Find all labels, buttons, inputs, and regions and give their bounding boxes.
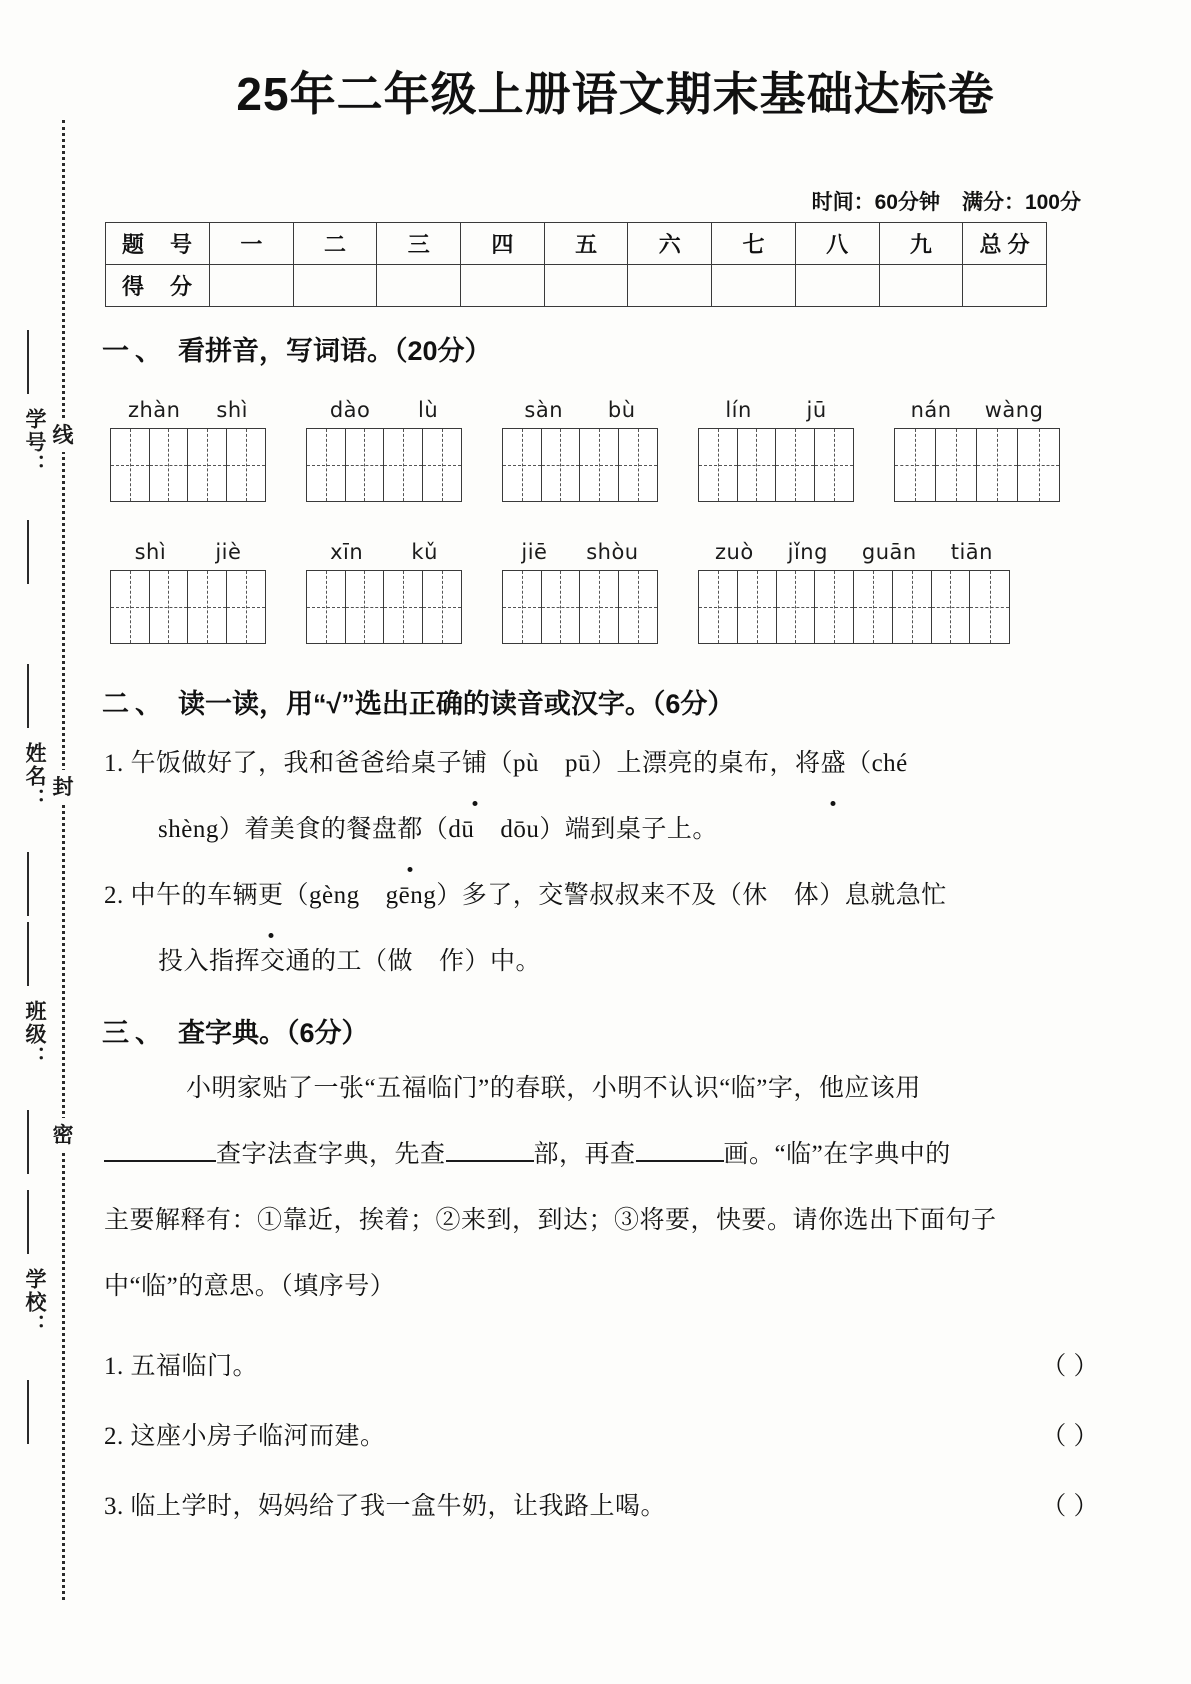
divider-line [27, 1190, 29, 1254]
question-2-1-line-2 [104, 797, 1109, 863]
field-student-number: 学号： [23, 408, 47, 477]
score-cell-6[interactable] [628, 265, 712, 307]
pinyin-group-zhanshi [110, 394, 266, 502]
pinyin-label [306, 536, 462, 564]
pinyin-syllable: zuò [714, 540, 754, 564]
writing-grid[interactable] [698, 428, 854, 502]
score-cell-5[interactable] [544, 265, 628, 307]
score-cell-4[interactable] [461, 265, 545, 307]
section-points-2: （6分） [651, 689, 735, 719]
score-col-9: 九 [879, 223, 963, 265]
seal-strip [0, 0, 98, 1684]
blank-dictionary-method[interactable] [104, 1160, 216, 1162]
score-cell-3[interactable] [377, 265, 461, 307]
section-number-1: 一、 [102, 336, 168, 366]
score-cell-1[interactable] [210, 265, 294, 307]
dictionary-item-2 [104, 1402, 1099, 1472]
paper-content [98, 0, 1143, 1684]
blank-strokes[interactable] [636, 1160, 724, 1162]
pinyin-group-xinku [306, 536, 462, 644]
pinyin-label [894, 394, 1060, 422]
pinyin-label [502, 536, 658, 564]
answer-bracket[interactable]: （ ） [1041, 1423, 1099, 1450]
question-text: （dū [422, 816, 475, 843]
divider-line [27, 330, 29, 394]
item-text: 五福临门。 [130, 1353, 259, 1380]
question-2-1-line-1 [104, 731, 1109, 797]
dotted-char: 盛 [821, 731, 847, 797]
section-title-1: 看拼音，写词语。 [178, 336, 394, 366]
table-row-header [106, 223, 1047, 265]
pinyin-group-nanwang [894, 394, 1060, 502]
score-cell-total[interactable] [963, 265, 1047, 307]
score-table-row-label: 题 号 [106, 223, 210, 265]
item-number: 2. [104, 1423, 124, 1450]
divider-line [27, 852, 29, 916]
pinyin-group-linju [698, 394, 854, 502]
question-text: shèng）着美食的餐盘 [158, 816, 398, 843]
question-text: pū）上漂亮的桌布，将 [565, 750, 821, 777]
divider-line [27, 922, 29, 986]
paragraph-text: 小明家贴了一张“五福临门”的春联，小明不认识“临”字，他应该用 [186, 1075, 921, 1102]
pinyin-label [698, 536, 1010, 564]
section-heading-2 [102, 682, 1143, 721]
section-title-3: 查字典。 [178, 1018, 286, 1048]
answer-bracket[interactable]: （ ） [1041, 1493, 1099, 1520]
question-2-2-line-1 [104, 863, 1109, 929]
score-col-7: 七 [712, 223, 796, 265]
pinyin-label [110, 394, 266, 422]
score-cell-2[interactable] [293, 265, 377, 307]
score-cell-8[interactable] [795, 265, 879, 307]
pinyin-group-jieshou [502, 536, 658, 644]
pinyin-syllable: shì [216, 398, 249, 422]
writing-grid[interactable] [306, 570, 462, 644]
question-2-2-line-2 [104, 929, 1109, 995]
question-text: （ché [846, 750, 908, 777]
section-heading-3 [102, 1011, 1143, 1050]
pinyin-syllable: zhàn [127, 398, 181, 422]
question-number: 2. [104, 882, 124, 909]
question-text: 体）息就急忙 [793, 882, 947, 909]
pinyin-syllable: lù [418, 398, 439, 422]
score-cell-9[interactable] [879, 265, 963, 307]
answer-bracket[interactable]: （ ） [1041, 1353, 1099, 1380]
pinyin-group-zuojingguantian [698, 536, 1010, 644]
score-col-total: 总 分 [963, 223, 1047, 265]
score-col-4: 四 [461, 223, 545, 265]
item-text: 临上学时，妈妈给了我一盒牛奶，让我路上喝。 [130, 1493, 667, 1520]
pinyin-group-sanbu [502, 394, 658, 502]
pinyin-row-1 [104, 394, 1143, 514]
score-col-2: 二 [293, 223, 377, 265]
writing-grid[interactable] [110, 428, 266, 502]
field-school: 学校： [23, 1268, 47, 1337]
pinyin-syllable: kǔ [411, 540, 438, 564]
paragraph-text: 中“临”的意思。（填序号） [104, 1273, 396, 1300]
pinyin-row-2 [104, 536, 1143, 656]
dictionary-item-3 [104, 1472, 1099, 1542]
pinyin-syllable: bù [607, 398, 636, 422]
dotted-char: 更 [258, 863, 284, 929]
dotted-char: 都 [397, 797, 423, 863]
score-table [105, 222, 1047, 307]
score-col-3: 三 [377, 223, 461, 265]
dictionary-paragraph-line-2 [104, 1122, 1109, 1188]
pinyin-syllable: lín [725, 398, 752, 422]
pinyin-syllable: nán [910, 398, 952, 422]
paragraph-text: 主要解释有：①靠近，挨着；②来到，到达；③将要，快要。请你选出下面句子 [104, 1207, 997, 1234]
dictionary-paragraph-line-3 [104, 1188, 1109, 1254]
pinyin-group-daolu [306, 394, 462, 502]
seal-char-mi: 密 [48, 1118, 78, 1152]
writing-grid[interactable] [110, 570, 266, 644]
section-number-3: 三、 [102, 1018, 168, 1048]
pinyin-syllable: tiān [950, 540, 993, 564]
section-title-2: 读一读，用“√”选出正确的读音或汉字。 [178, 689, 652, 719]
writing-grid[interactable] [502, 570, 658, 644]
pinyin-syllable: sàn [524, 398, 564, 422]
seal-char-feng: 封 [48, 770, 78, 804]
item-text-wrap [104, 1332, 258, 1402]
exam-full-marks: 满分：100分 [961, 191, 1081, 214]
section-heading-1 [102, 329, 1143, 368]
pinyin-syllable: jiè [215, 540, 242, 564]
pinyin-syllable: jiē [521, 540, 548, 564]
question-text: （gèng [283, 882, 360, 909]
page-title: 25年二年级上册语文期末基础达标卷 [236, 68, 995, 120]
question-text: 作）中。 [439, 948, 542, 975]
item-number: 3. [104, 1493, 124, 1520]
score-col-6: 六 [628, 223, 712, 265]
score-col-5: 五 [544, 223, 628, 265]
exam-meta [98, 186, 1081, 216]
writing-grid[interactable] [894, 428, 1060, 502]
seal-dotted-line [62, 120, 65, 1600]
question-text: gēng）多了，交警叔叔来不及（休 [385, 882, 768, 909]
dotted-char: 铺 [462, 731, 488, 797]
divider-line [27, 664, 29, 728]
pinyin-syllable: jǐng [787, 540, 828, 564]
item-text-wrap [104, 1472, 666, 1542]
exam-time: 时间：60分钟 [811, 191, 940, 214]
divider-line [27, 1380, 29, 1444]
pinyin-syllable: wàng [984, 398, 1044, 422]
dictionary-item-1 [104, 1332, 1099, 1402]
pinyin-label [110, 536, 266, 564]
item-text-wrap [104, 1402, 386, 1472]
pinyin-label [306, 394, 462, 422]
item-text: 这座小房子临河而建。 [130, 1423, 386, 1450]
question-text: 中午的车辆 [130, 882, 259, 909]
writing-grid[interactable] [698, 570, 1010, 644]
paragraph-text: 部，再查 [533, 1141, 636, 1168]
score-col-8: 八 [795, 223, 879, 265]
writing-grid[interactable] [502, 428, 658, 502]
field-name: 姓名： [23, 742, 47, 811]
section-points-1: （20分） [394, 336, 492, 366]
dictionary-paragraph-line-4 [104, 1254, 1109, 1320]
pinyin-syllable: jū [806, 398, 827, 422]
pinyin-syllable: xīn [330, 540, 364, 564]
pinyin-label [698, 394, 854, 422]
paragraph-text: 查字法查字典，先查 [216, 1141, 446, 1168]
pinyin-group-shijie [110, 536, 266, 644]
question-text: 午饭做好了，我和爸爸给桌子 [130, 750, 463, 777]
field-class: 班级： [23, 1000, 47, 1069]
question-text: （pù [487, 750, 540, 777]
seal-char-line: 线 [48, 418, 78, 452]
score-table-row-label: 得 分 [106, 265, 210, 307]
pinyin-syllable: shì [134, 540, 167, 564]
pinyin-syllable: shòu [586, 540, 639, 564]
pinyin-label [502, 394, 658, 422]
score-col-1: 一 [210, 223, 294, 265]
question-text: 投入指挥交通的工（做 [158, 948, 414, 975]
paragraph-text: 画。“临”在字典中的 [723, 1141, 951, 1168]
question-number: 1. [104, 750, 124, 777]
section-number-2: 二、 [102, 689, 168, 719]
blank-radical[interactable] [446, 1160, 534, 1162]
dictionary-paragraph-line-1 [104, 1056, 1109, 1122]
pinyin-syllable: guān [861, 540, 917, 564]
score-cell-7[interactable] [712, 265, 796, 307]
writing-grid[interactable] [306, 428, 462, 502]
item-number: 1. [104, 1353, 124, 1380]
section-points-3: （6分） [286, 1018, 369, 1048]
question-text: dōu）端到桌子上。 [500, 816, 718, 843]
table-row-scores [106, 265, 1047, 307]
divider-line [27, 520, 29, 584]
divider-line [27, 1110, 29, 1174]
pinyin-syllable: dào [329, 398, 371, 422]
